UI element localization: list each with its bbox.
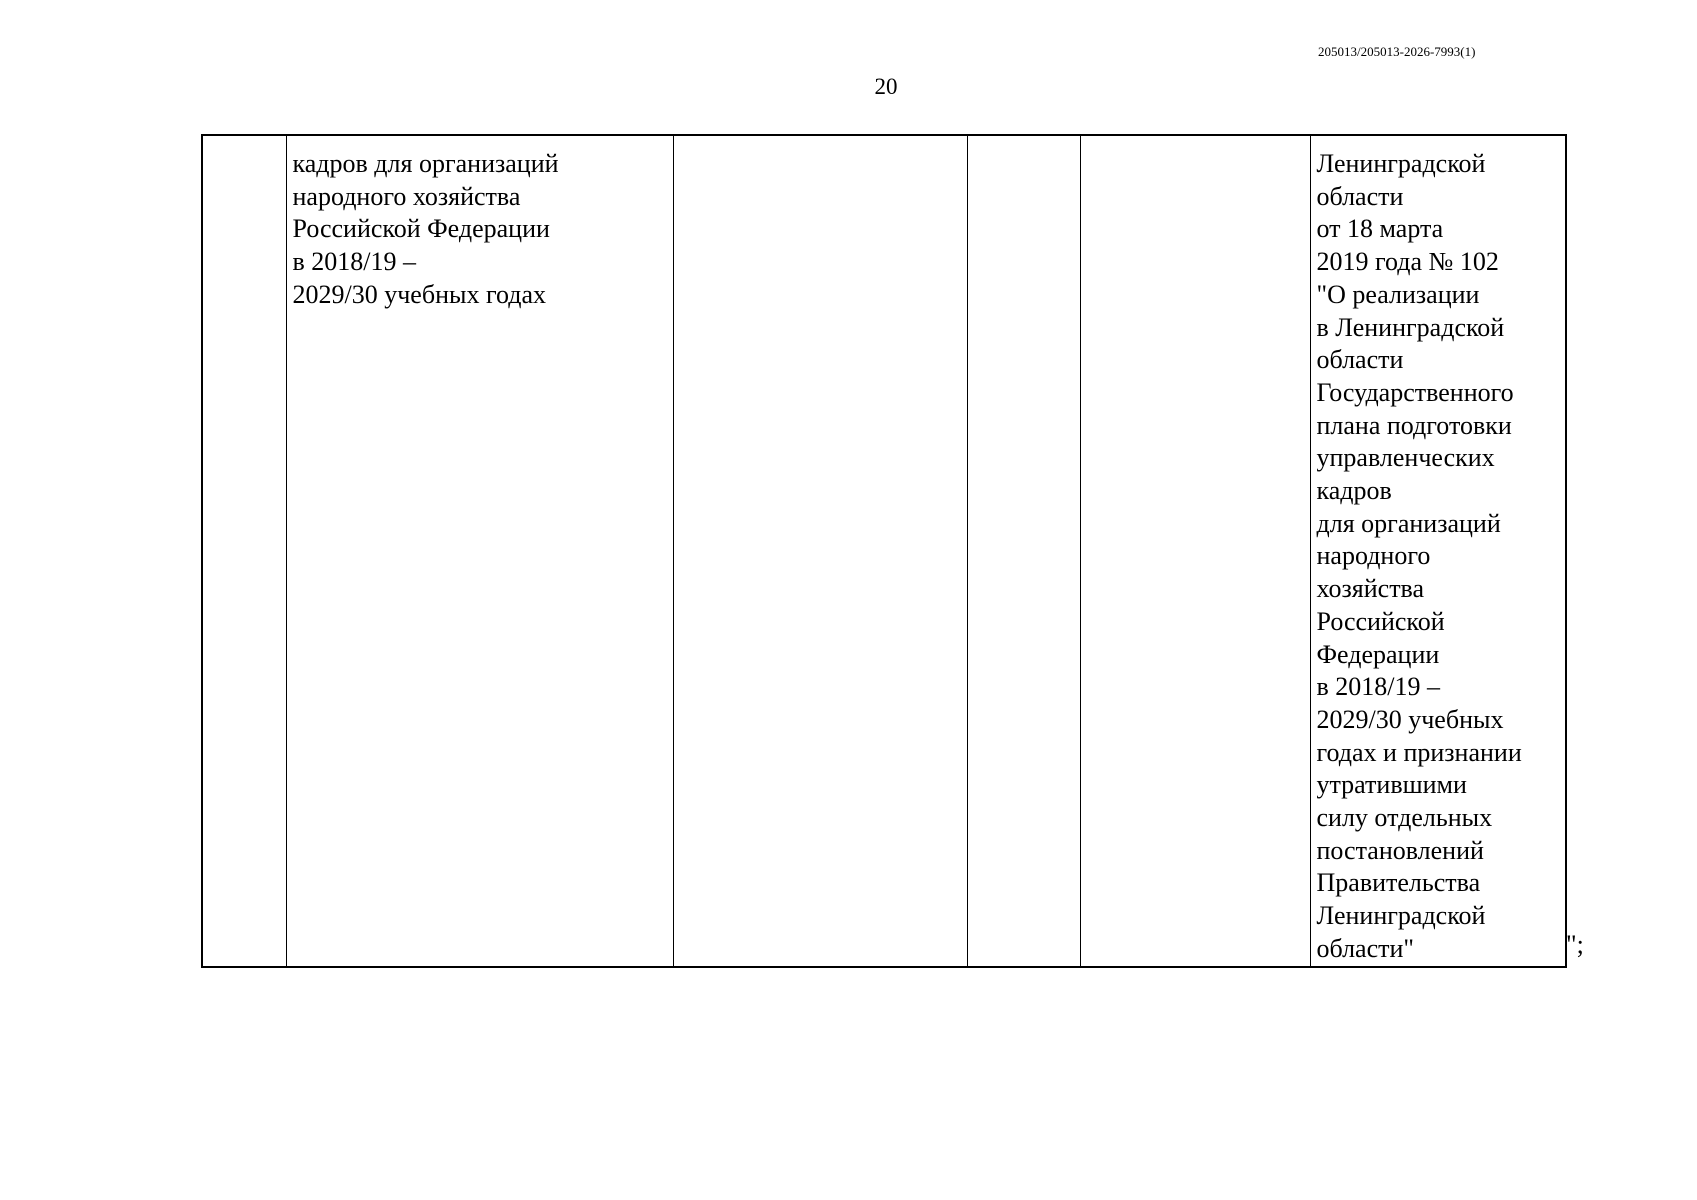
cell-text-line: утратившими [1316, 770, 1467, 800]
cell-text-line: 2029/30 учебных годах [292, 279, 546, 309]
table-row [202, 135, 1566, 967]
table-cell-empty [673, 135, 967, 967]
cell-text-line: области [1316, 345, 1404, 375]
cell-text-line: силу отдельных [1316, 803, 1493, 833]
table-cell-description [286, 135, 673, 967]
table-cell-empty [967, 135, 1080, 967]
cell-text-line: 2029/30 учебных [1316, 704, 1504, 734]
page-number: 20 [874, 74, 898, 99]
document-table [201, 134, 1567, 968]
cell-text-line: постановлений [1316, 835, 1484, 865]
cell-text-line: "О реализации [1316, 279, 1480, 309]
cell-text-line: годах и признании [1316, 737, 1522, 767]
table-cell-legal-basis [1310, 135, 1566, 967]
cell-text-line: Федерации [1316, 639, 1440, 669]
cell-text-line: Правительства [1316, 868, 1481, 898]
cell-text-line: в Ленинградской [1316, 312, 1505, 342]
cell-text-line: кадров [1316, 476, 1392, 506]
cell-text-line: плана подготовки [1316, 410, 1512, 440]
cell-text-line: народного [1316, 541, 1431, 571]
cell-text-line: 2019 года № 102 [1316, 247, 1499, 277]
cell-text-line: от 18 марта [1316, 214, 1444, 244]
cell-text-line: кадров для организаций [292, 149, 559, 178]
document-id: 205013/205013-2026-7993(1) [1318, 44, 1476, 59]
cell-text-line: управленческих [1316, 443, 1495, 473]
cell-text-line: хозяйства [1316, 574, 1425, 604]
cell-text-line: Государственного [1316, 377, 1514, 407]
cell-text-line: народного хозяйства [292, 181, 521, 211]
cell-text-line: Российской Федерации [292, 214, 550, 244]
cell-text-line: для организаций [1316, 508, 1501, 538]
cell-text-line: Ленинградской [1316, 901, 1486, 931]
closing-quote-mark: "; [1566, 930, 1584, 959]
table-cell-empty [1080, 135, 1310, 967]
cell-text-line: области" [1316, 933, 1415, 963]
cell-text-line: области [1316, 181, 1404, 211]
cell-text-line: Ленинградской [1316, 149, 1486, 178]
cell-text-line: в 2018/19 – [292, 247, 416, 277]
cell-text-line: Российской [1316, 606, 1445, 636]
table-cell-number [202, 135, 286, 967]
cell-text-line: в 2018/19 – [1316, 672, 1440, 702]
